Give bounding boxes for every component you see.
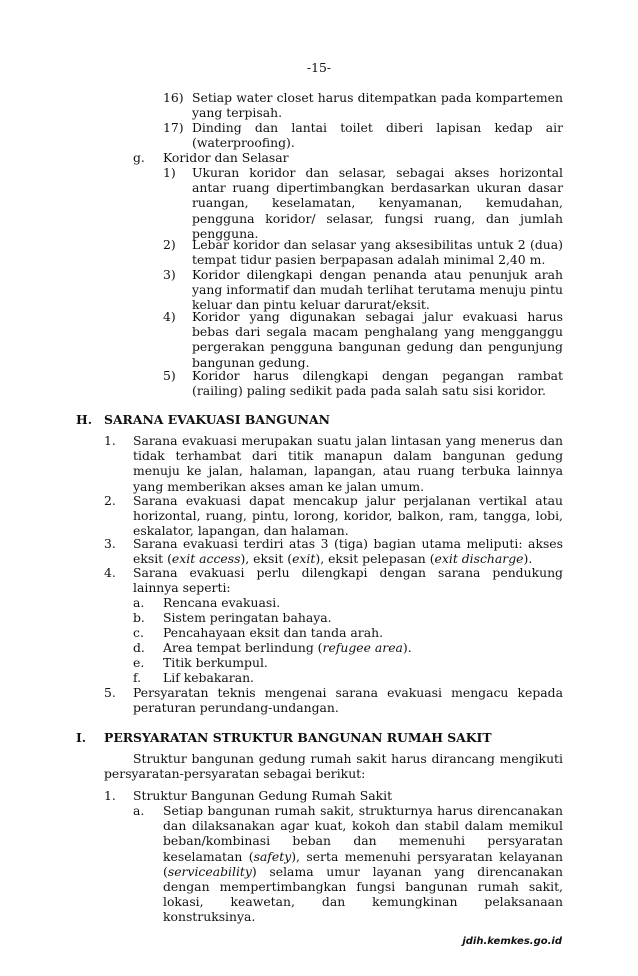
list-item-text: Dinding dan lantai toilet diberi lapisan kedap air (waterproofing). [192, 120, 563, 151]
list-item-text: Sarana evakuasi dapat mencakup jalur perjalanan vertikal atau horizontal, ruang, pintu, lorong, koridor, balkon, ram, tangga, lobi, eskalator, lapangan, dan halaman. [133, 493, 563, 539]
list-number: 5) [163, 368, 176, 383]
list-number: 1. [104, 433, 116, 448]
list-item-text: Struktur Bangunan Gedung Rumah Sakit [133, 788, 393, 803]
list-letter: e. [133, 655, 145, 670]
list-item-text: Setiap bangunan rumah sakit, strukturnya harus direncanakan dan dilaksanakan agar kuat, kokoh dan stabil dalam memikul beban/kombinasi beban dan memenuhi persyaratan keselamatan (safety), serta memenuhi persyaratan kelayanan (serviceability) selama umur layanan yang direncanakan dengan mempertimbangkan fungsi bangunan rumah sakit, lokasi, keawetan, dan kemungkinan pelaksanaan konstruksinya. [163, 803, 563, 925]
list-number: 2) [163, 237, 176, 252]
section-label: g. [133, 150, 145, 165]
intro-paragraph: Struktur bangunan gedung rumah sakit harus dirancang mengikuti persyaratan-persyaratan sebagai berikut: [104, 751, 563, 782]
list-item-text: Koridor harus dilengkapi dengan pegangan rambat (railing) paling sedikit pada pada salah satu sisi koridor. [192, 368, 563, 399]
list-number: 16) [163, 90, 184, 105]
list-item-text: Area tempat berlindung (refugee area). [163, 640, 412, 655]
list-number: 3. [104, 536, 116, 551]
list-item-text: Lebar koridor dan selasar yang aksesibilitas untuk 2 (dua) tempat tidur pasien berpapasan adalah minimal 2,40 m. [192, 237, 563, 268]
list-number: 1) [163, 165, 176, 180]
list-number: 5. [104, 685, 116, 700]
list-number: 4. [104, 565, 116, 580]
list-letter: f. [133, 670, 142, 685]
footer-site-name: jdih.kemkes.go.id [462, 936, 562, 947]
list-item-text: Koridor yang digunakan sebagai jalur evakuasi harus bebas dari segala macam penghalang yang mengganggu pergerakan pengguna bangunan gedung dan pengunjung bangunan gedung. [192, 309, 563, 370]
list-letter: d. [133, 640, 145, 655]
list-item-text: Pencahayaan eksit dan tanda arah. [163, 625, 384, 640]
subsection-title: Koridor dan Selasar [163, 150, 289, 165]
list-item-text: Rencana evakuasi. [163, 595, 281, 610]
page-number: -15- [306, 60, 332, 75]
list-number: 3) [163, 267, 176, 282]
list-item-text: Ukuran koridor dan selasar, sebagai akses horizontal antar ruang dipertimbangkan berdasarkan ukuran dasar ruangan, keselamatan, kenyamanan, kemudahan, pengguna koridor/ selasar, fungsi ruang, dan jumlah pengguna. [192, 165, 563, 241]
section-title: SARANA EVAKUASI BANGUNAN [104, 412, 330, 427]
list-number: 1. [104, 788, 116, 803]
list-number: 2. [104, 493, 116, 508]
list-item-text: Sistem peringatan bahaya. [163, 610, 332, 625]
list-number: 17) [163, 120, 184, 135]
list-item-text: Sarana evakuasi terdiri atas 3 (tiga) bagian utama meliputi: akses eksit (exit access), eksit (exit), eksit pelepasan (exit discharge). [133, 536, 563, 567]
list-letter: a. [133, 803, 145, 818]
list-letter: b. [133, 610, 145, 625]
list-item-text: Sarana evakuasi merupakan suatu jalan lintasan yang menerus dan tidak terhambat dari titik manapun dalam bangunan gedung menuju ke jalan, halaman, lapangan, atau ruang terbuka lainnya yang memberikan akses aman ke jalan umum. [133, 433, 563, 494]
section-label: H. [76, 412, 93, 427]
section-title: PERSYARATAN STRUKTUR BANGUNAN RUMAH SAKIT [104, 730, 492, 745]
list-letter: c. [133, 625, 144, 640]
list-number: 4) [163, 309, 176, 324]
list-item-text: Titik berkumpul. [163, 655, 268, 670]
list-letter: a. [133, 595, 145, 610]
list-item-text: Sarana evakuasi perlu dilengkapi dengan sarana pendukung lainnya seperti: [133, 565, 563, 596]
list-item-text: Koridor dilengkapi dengan penanda atau penunjuk arah yang informatif dan mudah terlihat terutama menuju pintu keluar dan pintu keluar darurat/eksit. [192, 267, 563, 313]
section-label: I. [76, 730, 87, 745]
list-item-text: Lif kebakaran. [163, 670, 254, 685]
list-item-text: Persyaratan teknis mengenai sarana evakuasi mengacu kepada peraturan perundang-undangan. [133, 685, 563, 716]
list-item-text: Setiap water closet harus ditempatkan pada kompartemen yang terpisah. [192, 90, 563, 121]
